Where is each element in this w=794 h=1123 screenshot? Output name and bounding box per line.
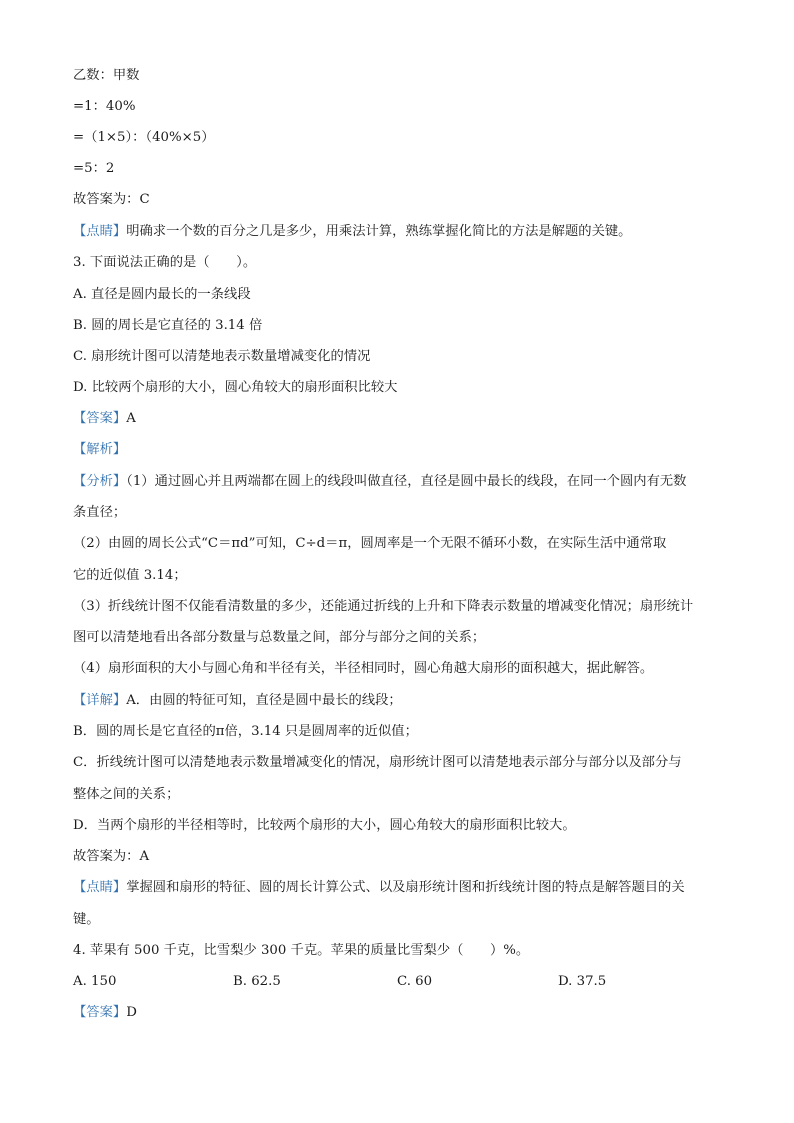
explanation-tag: 【详解】 [73,693,127,708]
text-line: 它的近似值 3.14； [73,568,187,583]
text-line: 乙数：甲数 [73,68,140,83]
answer-tag: 【答案】 [73,1005,127,1020]
text-line: 【分析】（1）通过圆心并且两端都在圆上的线段叫做直径，直径是圆中最长的线段，在同一个圆内有无数 [73,474,687,489]
option-b: B. 62.5 [233,974,281,989]
text-line: D．当两个扇形的半径相等时，比较两个扇形的大小，圆心角较大的扇形面积比较大。 [73,818,576,833]
text-line: 图可以清楚地看出各部分数量与总数量之间，部分与部分之间的关系； [73,630,486,645]
text-line: 键。 [73,912,100,927]
option-line: D. 比较两个扇形的大小，圆心角较大的扇形面积比较大 [73,380,398,395]
text-line: （4）扇形面积的大小与圆心角和半径有关，半径相同时，圆心角越大扇形的面积越大，据此解答。 [73,661,654,676]
text-line: 故答案为：C [73,192,150,207]
answer-line: 【答案】A [73,411,136,426]
analysis-detail-tag: 【分析】 [73,474,127,489]
option-line: B. 圆的周长是它直径的 3.14 倍 [73,318,263,333]
text-line: =1：40% [73,99,136,114]
comment-tag: 【点睛】 [73,224,127,239]
text-line: =5：2 [73,161,115,176]
option-line: A. 直径是圆内最长的一条线段 [73,287,251,302]
text-line: C．折线统计图可以清楚地表示数量增减变化的情况，扇形统计图可以清楚地表示部分与部分以及部分与 [73,755,682,770]
text-line: =（1×5）：（40%×5） [73,130,215,145]
analysis-heading [73,440,734,460]
comment-tag: 【点睛】 [73,880,127,895]
text-line: 故答案为：A [73,849,150,864]
answer-tag: 【答案】 [73,411,127,426]
text-line: 条直径； [73,505,127,520]
question-3: 3. 下面说法正确的是（ ）。 [73,255,257,270]
text-line: 【详解】A．由圆的特征可知，直径是圆中最长的线段； [73,693,402,708]
option-a: A. 150 [73,974,117,989]
option-line: C. 扇形统计图可以清楚地表示数量增减变化的情况 [73,349,371,364]
analysis-tag: 【解析】 [73,442,127,457]
text-line: （2）由圆的周长公式“C＝πd”可知，C÷d＝π，圆周率是一个无限不循环小数，在实际生活中通常取 [73,536,667,551]
comment-line: 【点睛】掌握圆和扇形的特征、圆的周长计算公式、以及扇形统计图和折线统计图的特点是解答题目的关 [73,880,685,895]
option-d: D. 37.5 [558,974,607,989]
text-line: （3）折线统计图不仅能看清数量的多少，还能通过折线的上升和下降表示数量的增减变化情况；扇形统计 [73,599,694,614]
text-line: 整体之间的关系； [73,787,180,802]
comment-line: 【点睛】明确求一个数的百分之几是多少，用乘法计算，熟练掌握化简比的方法是解题的关键。 [73,224,632,239]
answer-line: 【答案】D [73,1005,137,1020]
text-line: B．圆的周长是它直径的π倍，3.14 只是圆周率的近似值； [73,724,418,739]
question-4: 4. 苹果有 500 千克，比雪梨少 300 千克。苹果的质量比雪梨少（ ）%。 [73,943,530,958]
option-c: C. 60 [397,974,433,989]
